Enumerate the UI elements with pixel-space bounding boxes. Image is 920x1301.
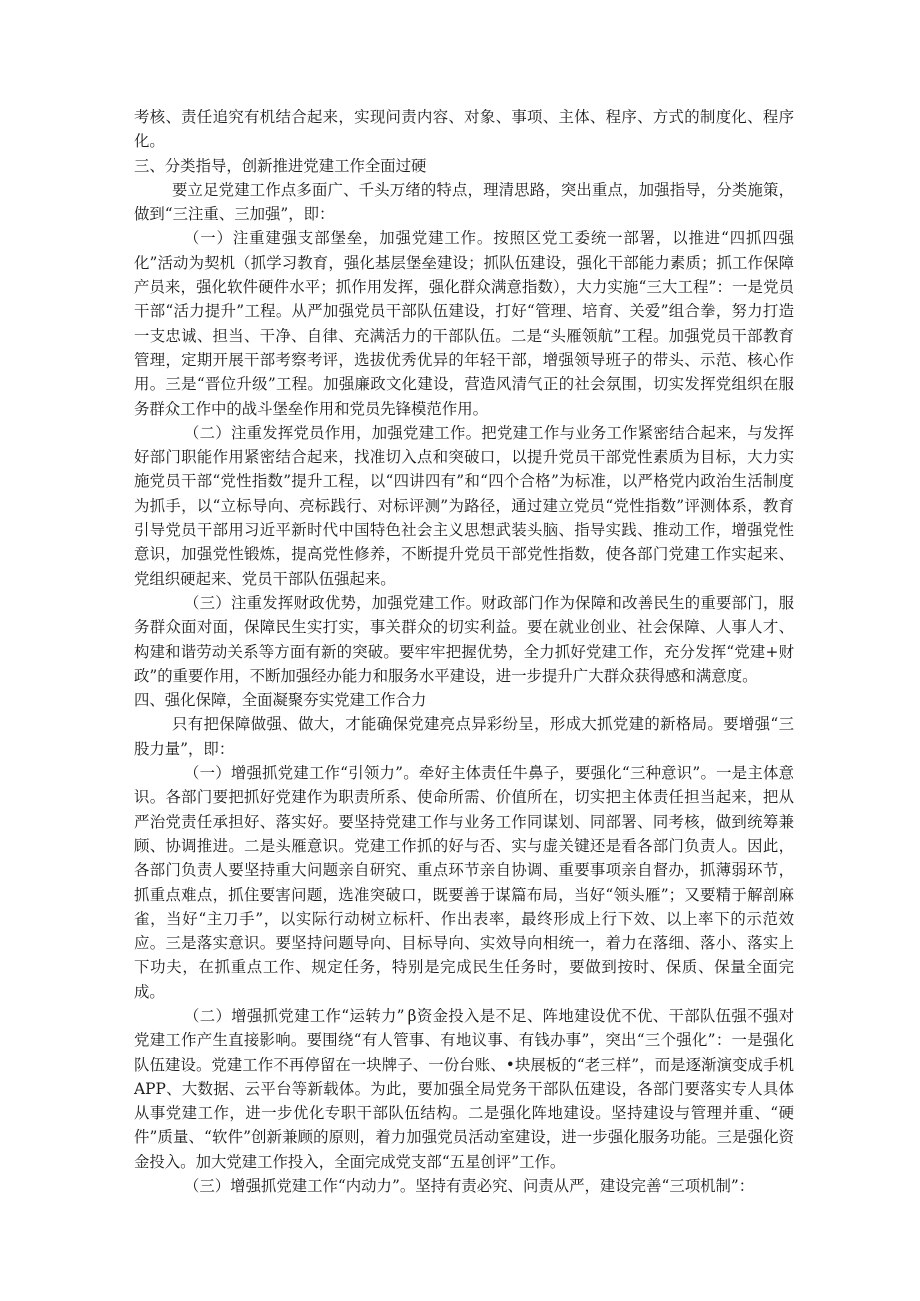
paragraph-continuation: 考核、责任追究有机结合起来，实现问责内容、对象、事项、主体、程序、方式的制度化、程序化。 (134, 108, 794, 151)
section-heading-4: 四、强化保障，全面凝聚夯实党建工作合力 (134, 691, 427, 710)
section-3-item-1: （一）注重建强支部堡垒，加强党建工作。按照区党工委统一部署，以推进“四抓四强化”活动为契机（抓学习教育，强化基层堡垒建设；抓队伍建设，强化干部能力素质；抓工作保障产员来，强化软件硬件水平；抓作用发挥，强化群众满意指数），大力实施“三大工程”：一是党员干部“活力提升”工程。从严加强党员干部队伍建设，打好“管理、培育、关爱”组合拳，努力打造一支忠诚、担当、干净、自律、充满活力的干部队伍。二是“头雁领航”工程。加强党员干部教育管理，定期开展干部考察考评，选拔优秀优异的年轻干部，增强领导班子的带头、示范、核心作用。三是“晋位升级”工程。加强廉政文化建设，营造风清气正的社会氛围，切实发挥党组织在服务群众工作中的战斗堡垒作用和党员先锋模范作用。 (134, 229, 794, 418)
section-3-intro: 要立足党建工作点多面广、千头万绪的特点，理清思路，突出重点，加强指导，分类施策，做到“三注重、三加强”，即： (134, 180, 794, 224)
section-4-item-1: （一）增强抓党建工作“引领力”。牵好主体责任牛鼻子，要强化“三种意识”。一是主体意识。各部门要把抓好党建作为职责所系、使命所需、价值所在，切实把主体责任担当起来，把从严治党责任承担好、落实好。要坚持党建工作与业务工作同谋划、同部署、同考核，做到统筹兼顾、协调推进。二是头雁意识。党建工作抓的好与否、实与虚关键还是看各部门负责人。因此，各部门负责人要坚持重大问题亲自研究、重点环节亲自协调、重要事项亲自督办，抓薄弱环节，抓重点难点，抓住要害问题，选准突破口，既要善于谋篇布局，当好“领头雁”；又要精于解剖麻雀，当好“主刀手”，以实际行动树立标杆、作出表率，最终形成上行下效、以上率下的示范效应。三是落实意识。要坚持问题导向、目标导向、实效导向相统一，着力在落细、落小、落实上下功夫，在抓重点工作、规定任务，特别是完成民生任务时，要做到按时、保质、保量全面完成。 (134, 764, 794, 1001)
section-4-intro: 只有把保障做强、做大，才能确保党建亮点异彩纷呈，形成大抓党建的新格局。要增强“三股力量”，即： (134, 715, 794, 758)
section-heading-3: 三、分类指导，创新推进党建工作全面过硬 (134, 156, 427, 175)
section-3-item-2: （二）注重发挥党员作用，加强党建工作。把党建工作与业务工作紧密结合起来，与发挥好部门职能作用紧密结合起来，找准切入点和突破口，以提升党员干部党性素质为目标，大力实施党员干部“党性指数”提升工程，以“四讲四有”和“四个合格”为标准，以严格党内政治生活制度为抓手，以“立标导向、亮标践行、对标评测”为路径，通过建立党员“党性指数”评测体系，教育引导党员干部用习近平新时代中国特色社会主义思想武装头脑、指导实践、推动工作，增强党性意识，加强党性锻炼，提高党性修养，不断提升党员干部党性指数，使各部门党建工作实起来、党组织硬起来、党员干部队伍强起来。 (134, 423, 794, 588)
section-4-item-2: （二）增强抓党建工作“运转力” β资金投入是不足、阵地建设优不优、干部队伍强不强对党建工作产生直接影响。要围绕“有人管事、有地议事、有钱办事”，突出“三个强化”：一是强化队伍建设。党建工作不再停留在一块牌子、一份台账、•块展板的“老三样”，而是逐渐演变成手机APP、大数据、云平台等新载体。为此，要加强全局党务干部队伍建设，各部门要落实专人具体从事党建工作，进一步优化专职干部队伍结构。二是强化阵地建设。坚持建设与管理并重、“硬件”质量、“软件”创新兼顾的原则，着力加强党员活动室建设，进一步强化服务功能。三是强化资金投入。加大党建工作投入，全面完成党支部“五星创评”工作。 (134, 1006, 794, 1171)
section-3-item-3: （三）注重发挥财政优势，加强党建工作。财政部门作为保障和改善民生的重要部门，服务群众面对面，保障民生实打实，事关群众的切实利益。要在就业创业、社会保障、人事人才、构建和谐劳动关系等方面有新的突破。要牢牢把握优势，全力抓好党建工作，充分发挥“党建+财政”的重要作用，不断加强经办能力和服务水平建设，进一步提升广大群众获得感和满意度。 (134, 593, 794, 685)
document-body (134, 105, 794, 1198)
section-4-item-3: （三）增强抓党建工作“内动力”。坚持有责必究、问责从严，建设完善“三项机制”： (184, 1177, 755, 1196)
